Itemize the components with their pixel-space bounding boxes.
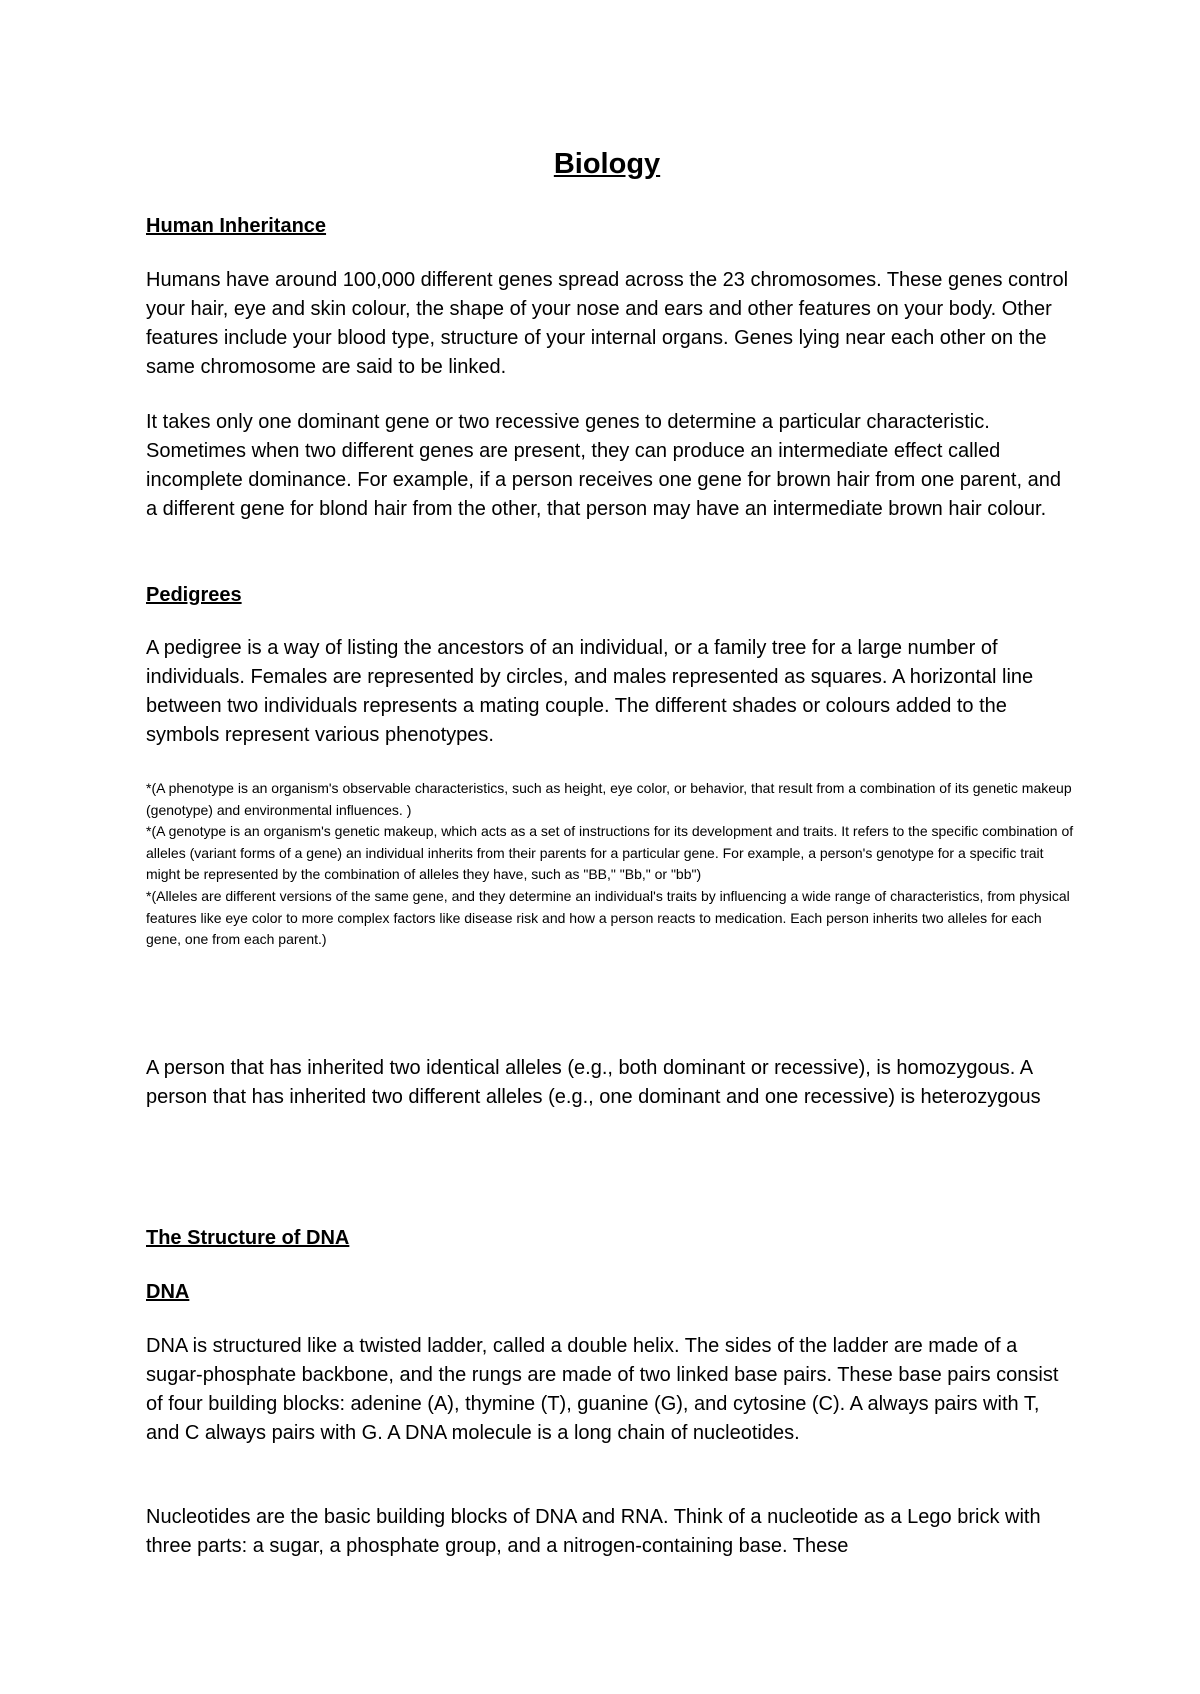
paragraph: A pedigree is a way of listing the ancestors of an individual, or a family tree for a large number of individuals. Females are represented by circles, and males represented as squares. A horizontal line between two individuals represents a mating couple. The different shades or colours added to the symbols represent various phenotypes.	[146, 637, 1034, 746]
footnote-alleles: *(Alleles are different versions of the same gene, and they determine an individual's traits by influencing a wide range of characteristics, from physical features like eye color to more complex factors like disease risk and how a person reacts to medication. Each person inherits two alleles for each gene, one from each parent.)	[146, 887, 1070, 948]
section-heading-dna-structure: The Structure of DNA	[146, 1227, 350, 1249]
paragraph: DNA is structured like a twisted ladder, called a double helix. The sides of the ladder are made of a sugar-phosphate backbone, and the rungs are made of two linked base pairs. These base pairs consist of four building blocks: adenine (A), thymine (T), guanine (G), and cytosine (C). A always pairs with T, and C always pairs with G. A DNA molecule is a long chain of nucleotides.	[146, 1335, 1059, 1444]
paragraph: Nucleotides are the basic building blocks of DNA and RNA. Think of a nucleotide as a Lego brick with three parts: a sugar, a phosphate group, and a nitrogen-containing base. These	[146, 1506, 1041, 1557]
subheading-dna: DNA	[146, 1281, 190, 1303]
footnote-phenotype: *(A phenotype is an organism's observable characteristics, such as height, eye color, or behavior, that result from a combination of its genetic makeup (genotype) and environmental influences. )	[146, 780, 1072, 818]
paragraph: It takes only one dominant gene or two recessive genes to determine a particular characteristic. Sometimes when two different genes are present, they can produce an intermediate effect called incomplete dominance. For example, if a person receives one gene for brown hair from one parent, and a different gene for blond hair from the other, that person may have an intermediate brown hair colour.	[146, 411, 1061, 520]
subheading-pedigrees: Pedigrees	[146, 584, 242, 606]
section-heading-human-inheritance: Human Inheritance	[146, 215, 327, 237]
document-title: Biology	[553, 148, 661, 180]
paragraph: A person that has inherited two identical alleles (e.g., both dominant or recessive), is homozygous. A person that has inherited two different alleles (e.g., one dominant and one recessive) is heterozygous	[146, 1057, 1041, 1108]
footnote-genotype: *(A genotype is an organism's genetic makeup, which acts as a set of instructions for its development and traits. It refers to the specific combination of alleles (variant forms of a gene) an individual inherits from their parents for a particular gene. For example, a person's genotype for a specific trait might be represented by the combination of alleles they have, such as "BB," "Bb," or "bb")	[146, 823, 1074, 883]
footnotes	[146, 778, 1076, 951]
paragraph: Humans have around 100,000 different genes spread across the 23 chromosomes. These genes control your hair, eye and skin colour, the shape of your nose and ears and other features on your body. Other features include your blood type, structure of your internal organs. Genes lying near each other on the same chromosome are said to be linked.	[146, 269, 1069, 378]
